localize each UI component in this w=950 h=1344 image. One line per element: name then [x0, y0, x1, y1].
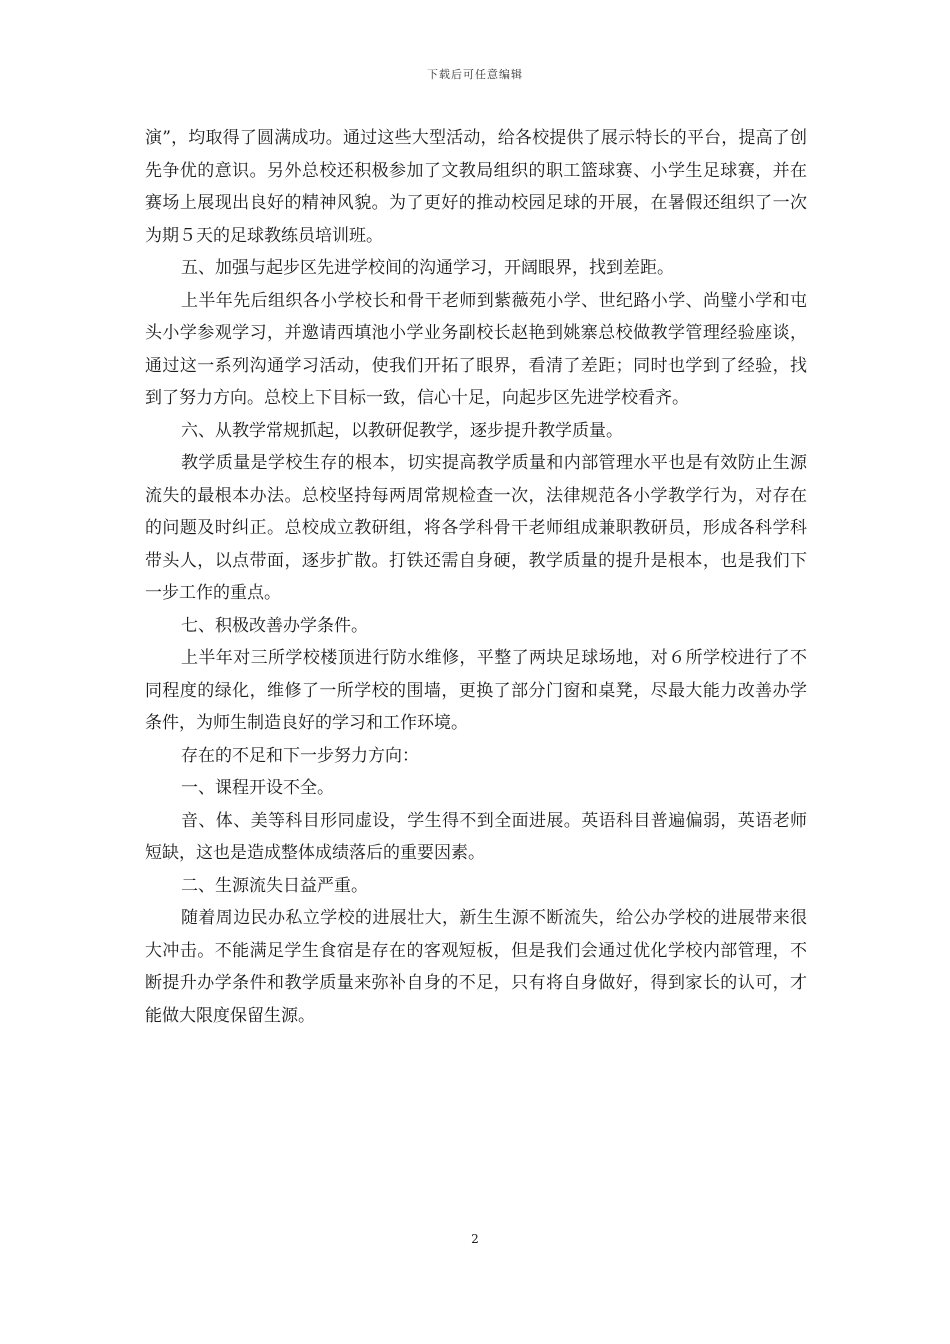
paragraph-teaching-quality: 教学质量是学校生存的根本，切实提高教学质量和内部管理水平也是有效防止生源流失的最根本办法。总校坚持每两周常规检查一次，法律规范各小学教学行为，对存在的问题及时纠正。总校成立教研组，将各学科骨干老师组成兼职教研员，形成各科学科带头人，以点带面，逐步扩散。打铁还需自身硬，教学质量的提升是根本，也是我们下一步工作的重点。 [145, 453, 807, 603]
subheading-courses: 一、课程开设不全。 [181, 778, 334, 798]
section-heading-shortcomings: 存在的不足和下一步努力方向： [181, 745, 419, 766]
page-number: 2 [471, 1232, 479, 1246]
paragraph-exchange-learning: 上半年先后组织各小学校长和骨干老师到紫薇苑小学、世纪路小学、尚璧小学和屯头小学参观学习，并邀请西填池小学业务副校长赵艳到姚寨总校做教学管理经验座谈，通过这一系列沟通学习活动，使我们开拓了眼界，看清了差距；同时也学到了经验，找到了努力方向。总校上下目标一致，信心十足，向起步区先进学校看齐。 [145, 290, 807, 408]
document-body [145, 122, 807, 1032]
paragraph-school-conditions: 上半年对三所学校楼顶进行防水维修，平整了两块足球场地，对６所学校进行了不同程度的绿化，维修了一所学校的围墙，更换了部分门窗和桌凳，尽最大能力改善办学条件，为师生制造良好的学习和工作环境。 [145, 648, 807, 733]
paragraph-student-loss: 随着周边民办私立学校的进展壮大，新生生源不断流失，给公办学校的进展带来很大冲击。不能满足学生食宿是存在的客观短板，但是我们会通过优化学校内部管理，不断提升办学条件和教学质量来弥补自身的不足，只有将自身做好，得到家长的认可，才能做大限度保留生源。 [145, 908, 807, 1026]
section-heading-7: 七、积极改善办学条件。 [181, 615, 368, 636]
paragraph-courses: 音、体、美等科目形同虚设，学生得不到全面进展。英语科目普遍偏弱，英语老师短缺，这也是造成整体成绩落后的重要因素。 [145, 810, 807, 863]
section-heading-6: 六、从教学常规抓起，以教研促教学，逐步提升教学质量。 [181, 420, 623, 441]
page-header: 下载后可任意编辑 [427, 68, 523, 81]
section-heading-5: 五、加强与起步区先进学校间的沟通学习，开阔眼界，找到差距。 [181, 258, 674, 278]
paragraph-activities-continued: 演”，均取得了圆满成功。通过这些大型活动，给各校提供了展示特长的平台，提高了创先争优的意识。另外总校还积极参加了文教局组织的职工篮球赛、小学生足球赛，并在赛场上展现出良好的精神风貌。为了更好的推动校园足球的开展，在暑假还组织了一次为期５天的足球教练员培训班。 [145, 128, 807, 246]
subheading-student-loss: 二、生源流失日益严重。 [181, 875, 368, 896]
